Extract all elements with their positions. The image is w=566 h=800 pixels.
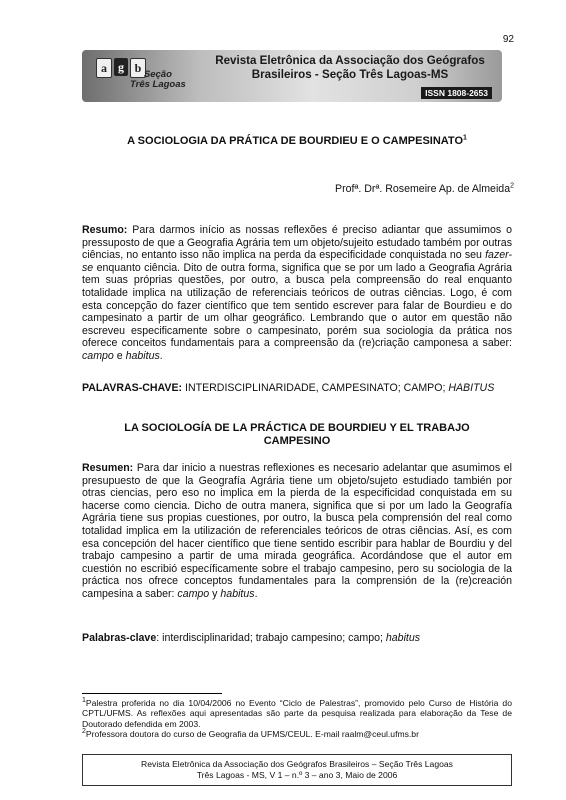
abstract-pt-italic-2: campo: [82, 349, 114, 362]
issn-badge: ISSN 1808-2653: [421, 87, 492, 99]
article-title-text: A SOCIOLOGIA DA PRÁTICA DE BOURDIEU E O CAMPESINATO: [127, 135, 464, 147]
page-footer: [82, 754, 512, 786]
logo-letter-g: g: [114, 58, 128, 76]
logo-caption-line-1: Seção: [143, 69, 172, 80]
abstract-pt-and: e: [116, 349, 123, 362]
logo-letter-b: b: [130, 58, 146, 78]
abstract-pt-end: .: [159, 349, 163, 362]
keywords-pt-italic: HABITUS: [448, 382, 495, 394]
abstract-es-label: Resumen:: [82, 462, 134, 474]
keywords-pt: [82, 382, 512, 395]
footnote-divider: [82, 693, 222, 694]
footnotes: [82, 698, 512, 740]
abstract-es-and: y: [212, 587, 218, 600]
footer-line-1: Revista Eletrônica da Associação dos Geógrafos Brasileiros – Seção Três Lagoas: [141, 759, 453, 769]
article-title: [82, 135, 512, 148]
logo-letter-a: a: [96, 58, 112, 78]
abstract-pt-text-1: Para darmos início as nossas reflexões é preciso adiantar que assumimos o pressuposto de que a Geografia Agrária tem um objeto/sujeito estudado também por outras ciências, no entanto isso não implica na perda da especificidade conquistada no seu: [82, 224, 512, 262]
keywords-es-text: : interdisciplinaridad; trabajo campesino; campo;: [156, 632, 383, 644]
footnote-2-mark: 2: [82, 728, 86, 736]
journal-title-line-1: Revista Eletrônica da Associação dos Geógrafos: [215, 54, 485, 67]
author-footnote-mark: 2: [510, 182, 514, 190]
author-line: [335, 183, 514, 195]
title-es-line-2: CAMPESINO: [263, 434, 331, 447]
footer-line-2: Três Lagoas - MS, V 1 – n.º 3 – ano 3, Maio de 2006: [196, 770, 398, 780]
abstract-es-text: Para dar inicio a nuestras reflexiones es necesario adelantar que asumimos el presupuesto de que la Geografía Agrária tiene um objeto/sujeto estudiado también por otras ciencias, pero eso no implica em la pierda de la especificidad conquistada em su hacerse como ciencia. Dicho de outra manera, significa que si por um lado la Geografía Agrária tiene sus propias cuestiones, por outro, la busca pela comprensión del real como totalidad implica em la utilización de referenciales teóricos de otras ciências. Así, es com esa concepción del hacer científico que tiene sentido escribir para hablar de Bourdiu y del trabajo campesino a partir de uma mirada geográfica. Acordándose que el autor em cuestión no escribió específicamente sobre el trabajo campesino, pero su sociologia de la práctica nos ofrece conceptos fundamentales para la comprensión de la (re)creación campesina a saber:: [82, 462, 513, 600]
keywords-es: [82, 632, 512, 645]
abstract-pt-italic-1: fazer-se: [82, 249, 512, 274]
abstract-es-italic-1: campo: [177, 587, 210, 600]
abstract-pt-text-2: enquanto ciência. Dito de outra forma, significa que se por um lado a Geografia Agrária tem suas próprias questões, por outro, a busca pela compreensão do real enquanto totalidade implica na utilização de referenciais teóricos de outras ciências. Logo, é com esta concepção do fazer científico que tem sentido escrever para falar de Bourdieu e do campesinato a partir de um olhar geográfico. Lembrando que o autor em questão não escreveu especificamente sobre o campesinato, porém sua sociologia da prática nos oferece conceitos fundamentais para a compreensão da (re)criação camponesa a saber:: [82, 261, 512, 350]
logo-caption: [130, 70, 186, 90]
page-number: 92: [502, 34, 514, 45]
abstract-es-italic-2: habitus: [220, 587, 255, 600]
title-footnote-mark: 1: [463, 134, 467, 142]
abstract-pt-label: Resumo:: [82, 224, 128, 236]
abstract-es: [82, 462, 512, 601]
keywords-es-italic: habitus: [385, 632, 421, 644]
abstract-pt: [82, 224, 512, 363]
footnote-1-text: Palestra proferida no dia 10/04/2006 no Evento “Ciclo de Palestras”, promovido pelo Curso de História do CPTL/UFMS. As reflexões aqui apresentadas são parte da pesquisa realizada para elaboração da Tese de Doutorado defendida em 2003.: [82, 698, 512, 729]
journal-banner: [82, 50, 502, 102]
footnote-2-text: Professora doutora do curso de Geografia da UFMS/CEUL. E-mail raalm@ceul.ufms.br: [85, 729, 419, 740]
author-name: Profª. Drª. Rosemeire Ap. de Almeida: [335, 183, 511, 195]
footnote-1-mark: 1: [82, 697, 86, 705]
agb-logo: [88, 54, 198, 98]
footnote-1: [82, 698, 512, 729]
title-es: [82, 422, 512, 447]
title-es-line-1: LA SOCIOLOGÍA DE LA PRÁCTICA DE BOURDIEU Y EL TRABAJO: [124, 422, 470, 434]
abstract-es-end: .: [254, 587, 258, 600]
keywords-pt-text: INTERDISCIPLINARIDADE, CAMPESINATO; CAMPO;: [185, 382, 446, 394]
logo-caption-line-2: Três Lagoas: [130, 79, 186, 90]
abstract-pt-italic-3: habitus: [125, 349, 160, 362]
journal-title-line-2: Brasileiros - Seção Três Lagoas-MS: [251, 68, 449, 81]
footnote-2: [82, 729, 512, 739]
keywords-pt-label: PALAVRAS-CHAVE:: [82, 382, 183, 394]
keywords-es-label: Palabras-clave: [82, 632, 157, 644]
journal-title: [200, 54, 500, 82]
